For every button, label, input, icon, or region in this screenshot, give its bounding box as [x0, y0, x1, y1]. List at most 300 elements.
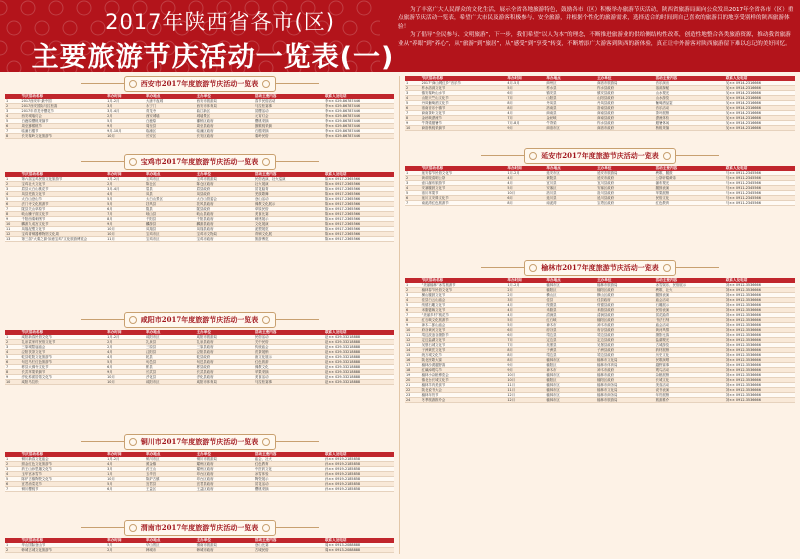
- table-cell: 陶瓷展示: [254, 477, 324, 482]
- table-cell: 吴×× 0914-2316666: [725, 101, 795, 106]
- table-cell: 22: [405, 388, 421, 393]
- table-cell: 5月: [106, 202, 145, 207]
- table-cell: 马拉松赛事: [254, 104, 324, 109]
- table-row: [405, 126, 795, 131]
- table-cell: 丹凤县政府: [596, 101, 655, 106]
- table-cell: 6月: [106, 207, 145, 212]
- table-cell: 6: [5, 202, 21, 207]
- table-cell: 10: [405, 328, 421, 333]
- table-cell: 山水观光: [655, 91, 725, 96]
- table-cell: 赵×× 029-33218888: [324, 375, 394, 380]
- cloud-motif: [0, 41, 7, 55]
- table-cell: 8月: [506, 201, 545, 206]
- table-cell: 核桃采摘: [655, 126, 725, 131]
- section-title: 西安市2017年度旅游节庆活动一览表: [140, 79, 259, 88]
- table-cell: 米脂县: [545, 308, 596, 313]
- column-header: 举办时间: [106, 94, 145, 99]
- table-row: [5, 237, 394, 242]
- section-title-banner: [124, 434, 276, 450]
- column-header: 举办地点: [145, 452, 196, 457]
- table-cell: 南泥湾红色旅游节: [421, 201, 507, 206]
- banner-ornament: [275, 83, 319, 84]
- scroll-ornament-icon: [129, 80, 137, 88]
- table-cell: 5月: [506, 86, 545, 91]
- table-cell: 临潼区: [145, 129, 196, 134]
- table-cell: 铜川市旅游局: [196, 457, 254, 462]
- table-cell: 宝鸡市区: [145, 177, 196, 182]
- table-cell: 9月: [506, 363, 545, 368]
- table-cell: 刘×× 0912-3536666: [725, 378, 795, 383]
- table-cell: 洛南音乐小镇节: [421, 106, 507, 111]
- table-cell: 刘×× 0912-3536666: [725, 353, 795, 358]
- table-cell: 5: [405, 101, 421, 106]
- table-cell: 19: [405, 373, 421, 378]
- table-cell: 商南县: [545, 111, 596, 116]
- table-cell: 眉县太白山桃花节: [21, 187, 107, 192]
- banner-ornament: [81, 83, 125, 84]
- table-cell: 4: [5, 472, 21, 477]
- table-cell: 12: [5, 232, 21, 237]
- table-cell: 陈×× 0917-2365566: [324, 207, 394, 212]
- table-cell: 1月-2月: [106, 335, 145, 340]
- table-cell: 榆林春节民俗文化节: [421, 288, 507, 293]
- table-cell: 榆林市政府: [596, 373, 655, 378]
- header-banner: [0, 0, 800, 72]
- table-cell: 3月: [506, 298, 545, 303]
- table-cell: 洛川苹果节: [421, 191, 507, 196]
- banner-ornament: [275, 319, 319, 320]
- table-cell: 府谷黄河文化节: [421, 328, 507, 333]
- column-header: 举办地点: [145, 330, 196, 335]
- table-cell: 10月: [106, 477, 145, 482]
- page-title-line1: 2017年陕西省各市(区): [105, 10, 335, 34]
- column-header: 节庆活动名称: [421, 76, 507, 81]
- table-cell: 吴堡石城文化节: [421, 343, 507, 348]
- table-cell: 麟游九成宫文化节: [21, 222, 107, 227]
- column-header: 主办单位: [596, 76, 655, 81]
- table-cell: 7: [5, 129, 21, 134]
- table-cell: 10月: [106, 375, 145, 380]
- table-cell: 6月: [106, 487, 145, 492]
- table-cell: 长安区政府: [196, 134, 254, 139]
- table-cell: 23: [405, 393, 421, 398]
- table-cell: 绥德石雕文化节: [421, 303, 507, 308]
- table-cell: 韩城市政府: [196, 548, 254, 553]
- table-cell: 榆林小杂粮博览会: [421, 373, 507, 378]
- table-cell: 吴×× 0914-2316666: [725, 81, 795, 86]
- table-cell: 4月: [506, 313, 545, 318]
- table-cell: 避暑休闲: [655, 121, 725, 126]
- table-cell: 王益区: [145, 487, 196, 492]
- cloud-motif: [0, 1, 7, 15]
- table-cell: 刘×× 0912-3536666: [725, 358, 795, 363]
- table-cell: 3月-4月: [106, 109, 145, 114]
- table-cell: 商南县政府: [596, 111, 655, 116]
- table-cell: 乾县政府: [196, 355, 254, 360]
- table-cell: 3: [5, 467, 21, 472]
- table-cell: 腰鼓表演: [655, 293, 725, 298]
- table-cell: 牛背梁避暑节: [421, 121, 507, 126]
- table-cell: 刘×× 0912-3536666: [725, 373, 795, 378]
- table-cell: 赵×× 029-33218888: [324, 345, 394, 350]
- table-cell: 秧歌、社火: [655, 288, 725, 293]
- scroll-ornament-icon: [262, 80, 270, 88]
- table-cell: 刺绣展示: [254, 217, 324, 222]
- table-cell: 榆林市区: [545, 358, 596, 363]
- table-cell: 3: [5, 345, 21, 350]
- section-title: 渭南市2017年度旅游节庆活动一览表: [140, 523, 259, 532]
- table-cell: 4: [405, 298, 421, 303]
- table-cell: 6月: [506, 328, 545, 333]
- table-cell: 千阳西秦刺绣节: [21, 217, 107, 222]
- table-cell: 10月: [106, 380, 145, 385]
- table-cell: 旬邑马栏红色旅游节: [21, 360, 107, 365]
- column-header: 活动主要内容: [254, 172, 324, 177]
- column-header: 活动主要内容: [655, 278, 725, 283]
- table-cell: 瀑布观光: [655, 181, 725, 186]
- table-cell: 9月: [106, 370, 145, 375]
- table-cell: 5: [5, 197, 21, 202]
- table-cell: 8月: [506, 101, 545, 106]
- table-cell: 赵×× 029-33218888: [324, 360, 394, 365]
- table-cell: 延川文安驿文化节: [421, 196, 507, 201]
- table-cell: 古城游览: [655, 343, 725, 348]
- table-cell: 礼泉袁家村民俗文化节: [21, 340, 107, 345]
- table-cell: 药王山: [145, 467, 196, 472]
- table-cell: 12: [405, 338, 421, 343]
- table-cell: 太白山景区: [145, 197, 196, 202]
- section-title-banner: [124, 154, 276, 170]
- table-cell: 陈炉古镇: [145, 477, 196, 482]
- table-cell: 9: [5, 375, 21, 380]
- table-cell: 佛教文化展示: [254, 202, 324, 207]
- scroll-ornament-icon: [663, 264, 671, 272]
- table-cell: 安塞区: [545, 186, 596, 191]
- table-cell: 刘×× 0912-3536666: [725, 368, 795, 373]
- table-cell: 榆阳区: [545, 288, 596, 293]
- table-cell: 南泥湾: [545, 201, 596, 206]
- table-cell: 2017年青龙寺樱花节: [21, 109, 107, 114]
- table-cell: 15: [405, 353, 421, 358]
- table-cell: 4: [5, 350, 21, 355]
- table-cell: 石雕展示: [655, 303, 725, 308]
- table-cell: 岐山县: [145, 212, 196, 217]
- section-title: 宝鸡市2017年度旅游节庆活动一览表: [140, 157, 259, 166]
- table-cell: 7月: [506, 116, 545, 121]
- table-cell: 4月: [506, 303, 545, 308]
- table-cell: 铜川新春文化庙会: [21, 457, 107, 462]
- section-title-banner: [524, 260, 676, 276]
- table-cell: 米脂县政府: [596, 308, 655, 313]
- table-cell: 榆林市旅游局: [596, 398, 655, 403]
- table-cell: 山阳县政府: [596, 96, 655, 101]
- table-cell: 李×× 029-86787446: [324, 134, 394, 139]
- table-cell: 周至县: [145, 124, 196, 129]
- table-cell: 咸阳市旅游局: [196, 335, 254, 340]
- table-cell: 4: [5, 192, 21, 197]
- table-cell: 统万城文化节: [421, 353, 507, 358]
- table-cell: 7: [5, 487, 21, 492]
- table-cell: 唐文化展示: [254, 355, 324, 360]
- table-cell: 孙×× 0919-2185858: [324, 477, 394, 482]
- table-cell: 旬邑县: [145, 360, 196, 365]
- table-cell: 扶风县: [145, 202, 196, 207]
- table-cell: 周至猕猴桃节: [21, 124, 107, 129]
- table-cell: 越野赛事: [655, 363, 725, 368]
- table-cell: 榆阳区政府: [596, 318, 655, 323]
- table-cell: 榆林市商务局: [596, 393, 655, 398]
- table-cell: 咸阳市区: [145, 380, 196, 385]
- scroll-ornament-icon: [129, 524, 137, 532]
- table-cell: 商洛市区: [545, 126, 596, 131]
- column-header: 节庆活动名称: [21, 452, 107, 457]
- column-header: 活动主要内容: [655, 76, 725, 81]
- table-cell: 礼泉县: [145, 340, 196, 345]
- table-cell: 2月: [106, 548, 145, 553]
- table-cell: 关中民俗: [254, 340, 324, 345]
- table-cell: 吴×× 0914-2316666: [725, 121, 795, 126]
- column-header: 联系人及电话: [725, 278, 795, 283]
- table-cell: 长武苹果采摘节: [21, 370, 107, 375]
- table-cell: 商州区: [545, 81, 596, 86]
- table-cell: 冰雪娱乐、民俗展示: [655, 283, 725, 288]
- table-cell: 耀州区政府: [196, 467, 254, 472]
- table-cell: 赏樱活动: [254, 109, 324, 114]
- table-cell: 壶口瀑布旅游节: [421, 181, 507, 186]
- column-header: 主办单位: [196, 452, 254, 457]
- table-cell: 5月: [106, 360, 145, 365]
- table-cell: 榆林市商务局: [596, 383, 655, 388]
- column-header: 主办单位: [196, 330, 254, 335]
- table-cell: 宜君油菜花节: [21, 482, 107, 487]
- table-cell: 西安城墙灯会: [21, 114, 107, 119]
- table-cell: 佳县: [545, 298, 596, 303]
- section-title-banner: [124, 520, 276, 536]
- section-title-banner: [124, 76, 276, 92]
- table-cell: 陇县: [145, 207, 196, 212]
- table-cell: 3: [405, 91, 421, 96]
- table-cell: 2: [405, 86, 421, 91]
- column-header: 联系人及电话: [725, 166, 795, 171]
- table-cell: 1: [5, 335, 21, 340]
- table-cell: 宝塔区政府: [596, 201, 655, 206]
- table-cell: 榆阳区政府: [596, 288, 655, 293]
- table-cell: 1月: [106, 472, 145, 477]
- table-cell: 7月: [106, 212, 145, 217]
- table-cell: 米脂婆姨文化节: [421, 308, 507, 313]
- column-header: 主办单位: [196, 172, 254, 177]
- column-header: 节庆活动名称: [21, 330, 107, 335]
- table-cell: 苹果展销: [655, 191, 725, 196]
- scroll-ornament-icon: [262, 438, 270, 446]
- table-cell: 子洲黄芪文化节: [421, 348, 507, 353]
- table-cell: 榆阳区: [545, 363, 596, 368]
- table-cell: 镇安县政府: [596, 91, 655, 96]
- table-cell: 吴×× 0914-2316666: [725, 126, 795, 131]
- table-cell: 凤县政府: [196, 192, 254, 197]
- table-cell: 陈×× 0917-2365566: [324, 197, 394, 202]
- table-cell: 榆林沙漠越野赛: [421, 363, 507, 368]
- table-cell: 红色教育: [254, 462, 324, 467]
- table-cell: 6: [405, 106, 421, 111]
- table-cell: 2月: [106, 340, 145, 345]
- table-cell: 赵×× 029-33218888: [324, 335, 394, 340]
- table-cell: 赵×× 029-33218888: [324, 350, 394, 355]
- table-cell: 吴×× 0914-2316666: [725, 86, 795, 91]
- table-cell: 西安城墙: [145, 114, 196, 119]
- table-cell: 刘×× 0912-3536666: [725, 328, 795, 333]
- table-cell: 7月: [506, 96, 545, 101]
- table-cell: 长武县政府: [196, 370, 254, 375]
- table-cell: 华山国际登山节: [21, 543, 107, 548]
- table-cell: 社火展演: [254, 182, 324, 187]
- column-header: 主办单位: [196, 538, 254, 543]
- column-header: 联系人及电话: [324, 330, 394, 335]
- column-header: 主办单位: [596, 278, 655, 283]
- table-cell: 1月-2月: [106, 177, 145, 182]
- table-cell: 宜川县政府: [596, 181, 655, 186]
- table-cell: 7: [5, 365, 21, 370]
- column-header: 联系人及电话: [324, 538, 394, 543]
- festival-table: [5, 94, 394, 139]
- table-cell: 榆林市区: [545, 283, 596, 288]
- table-cell: 吴堡县: [545, 343, 596, 348]
- table-cell: 药材展销: [655, 348, 725, 353]
- table-cell: 横山腰鼓文化节: [421, 293, 507, 298]
- table-cell: 陈×× 0917-2365566: [324, 187, 394, 192]
- table-cell: 府谷县: [545, 328, 596, 333]
- section-title: 咸阳市2017年度旅游节庆活动一览表: [140, 315, 259, 324]
- table-cell: 文化展演: [254, 222, 324, 227]
- table-cell: 秧歌、腰鼓: [655, 171, 725, 176]
- table-cell: 靖边县政府: [596, 353, 655, 358]
- table-cell: 2: [5, 104, 21, 109]
- table-cell: 旬邑县政府: [196, 360, 254, 365]
- table-cell: 商南茶叶文化节: [421, 111, 507, 116]
- table-cell: 周至县政府: [196, 124, 254, 129]
- table-cell: 大唐不夜城: [145, 99, 196, 104]
- table-cell: 观鸟活动: [655, 368, 725, 373]
- intro-paragraph: 为了倡导“全民参与、文明旅游”，下一步，我们希望“以人为本”的理念，不断推进旅游业的供给侧结构性改革，创造性地整合各类旅游资源，推动我省旅游业从“养眼”到“养心”，从“旅游”到“旅居”，从“感受”到“享受”转变，不断增添广大游客到陕西的新体验，真正让中外游客对陕西旅游留下难以忘记的美好回忆。: [398, 32, 791, 47]
- table-cell: 淳化县: [145, 375, 196, 380]
- section-title: 榆林市2017年度旅游节庆活动一览表: [541, 263, 659, 272]
- table-cell: 庙会、社火: [254, 457, 324, 462]
- table-cell: 宝鸡市区: [145, 237, 196, 242]
- table-cell: 陈×× 0917-2365566: [324, 232, 394, 237]
- table-cell: 宜川县: [545, 181, 596, 186]
- table-cell: 10月: [106, 134, 145, 139]
- scroll-ornament-icon: [129, 158, 137, 166]
- table-cell: 13: [405, 343, 421, 348]
- table-cell: 延安春节民俗文化节: [421, 171, 507, 176]
- table-cell: 1月-2月: [106, 457, 145, 462]
- table-cell: 孙×× 0919-2185858: [324, 472, 394, 477]
- table-cell: 6: [405, 196, 421, 201]
- table-cell: 陈×× 0917-2365566: [324, 182, 394, 187]
- table-cell: 2: [5, 182, 21, 187]
- table-cell: 绥德县: [545, 303, 596, 308]
- table-cell: 榆阳区: [545, 378, 596, 383]
- table-cell: 刘×× 0912-3536666: [725, 348, 795, 353]
- table-cell: 10月: [106, 232, 145, 237]
- table-cell: 4月: [506, 308, 545, 313]
- column-header: 举办时间: [506, 76, 545, 81]
- table-row: [5, 487, 394, 492]
- table-cell: 1: [5, 543, 21, 548]
- table-cell: 扶风县政府: [196, 202, 254, 207]
- table-cell: 陈×× 0917-2365566: [324, 222, 394, 227]
- table-cell: 柞水县政府: [596, 121, 655, 126]
- table-cell: 5月: [506, 323, 545, 328]
- table-cell: 靖边波浪谷摄影节: [421, 333, 507, 338]
- table-cell: 赵×× 029-33218888: [324, 365, 394, 370]
- table-cell: 草原民俗: [254, 207, 324, 212]
- table-cell: 8: [5, 134, 21, 139]
- table-cell: 彬县: [145, 365, 196, 370]
- table-cell: 10: [405, 126, 421, 131]
- table-cell: 13: [5, 237, 21, 242]
- table-cell: 4月: [506, 176, 545, 181]
- table-cell: 1: [405, 283, 421, 288]
- table-cell: 铜川市区: [145, 457, 196, 462]
- table-cell: 吴×× 0914-2316666: [725, 106, 795, 111]
- table-cell: 春节民俗活动: [254, 99, 324, 104]
- table-cell: 民俗活动: [254, 335, 324, 340]
- table-cell: 羌族歌舞: [254, 192, 324, 197]
- table-cell: 榆林市旅游局: [596, 283, 655, 288]
- table-cell: 商洛核桃采摘节: [421, 126, 507, 131]
- table-cell: 10: [5, 222, 21, 227]
- table-cell: 丹凤县: [545, 101, 596, 106]
- table-cell: 3: [5, 187, 21, 192]
- table-cell: 说书表演: [655, 388, 725, 393]
- table-cell: 神木市政府: [596, 323, 655, 328]
- table-cell: 陈×× 0917-2365566: [324, 227, 394, 232]
- table-cell: 铜川樱桃节: [21, 487, 107, 492]
- table-cell: 宝鸡青铜器博物馆文化周: [21, 232, 107, 237]
- table-cell: 14: [405, 348, 421, 353]
- table-cell: 11月: [506, 388, 545, 393]
- table-cell: 榆林市区: [545, 373, 596, 378]
- table-cell: 8: [405, 318, 421, 323]
- table-cell: 青铜文化展: [254, 232, 324, 237]
- column-header: 联系人及电话: [324, 94, 394, 99]
- table-cell: 泾阳茯茶文化节: [21, 350, 107, 355]
- table-cell: 定边县: [545, 338, 596, 343]
- table-cell: 印台区政府: [196, 472, 254, 477]
- table-cell: 刘×× 0912-3536666: [725, 338, 795, 343]
- table-cell: 李×× 029-86787446: [324, 104, 394, 109]
- banner-ornament: [81, 319, 125, 320]
- table-cell: 韩城市: [145, 548, 196, 553]
- table-cell: 乾县乾陵文化旅游节: [21, 355, 107, 360]
- table-cell: 摄影比赛: [655, 333, 725, 338]
- table-cell: 8月: [506, 106, 545, 111]
- scroll-ornament-icon: [262, 158, 270, 166]
- table-cell: 神木市: [545, 323, 596, 328]
- cloud-motif: [371, 21, 380, 35]
- table-cell: 千阳县: [145, 217, 196, 222]
- table-cell: 长安秦岭文化旅游节: [21, 134, 107, 139]
- table-cell: 玉华宫: [145, 472, 196, 477]
- table-cell: 榆林市文化局: [596, 358, 655, 363]
- table-cell: 靖边县政府: [596, 333, 655, 338]
- table-cell: 旅游推介: [655, 398, 725, 403]
- banner-ornament: [481, 155, 525, 156]
- table-cell: 2月: [106, 345, 145, 350]
- table-cell: 9月-10月: [106, 129, 145, 134]
- table-cell: 佳县政府: [596, 298, 655, 303]
